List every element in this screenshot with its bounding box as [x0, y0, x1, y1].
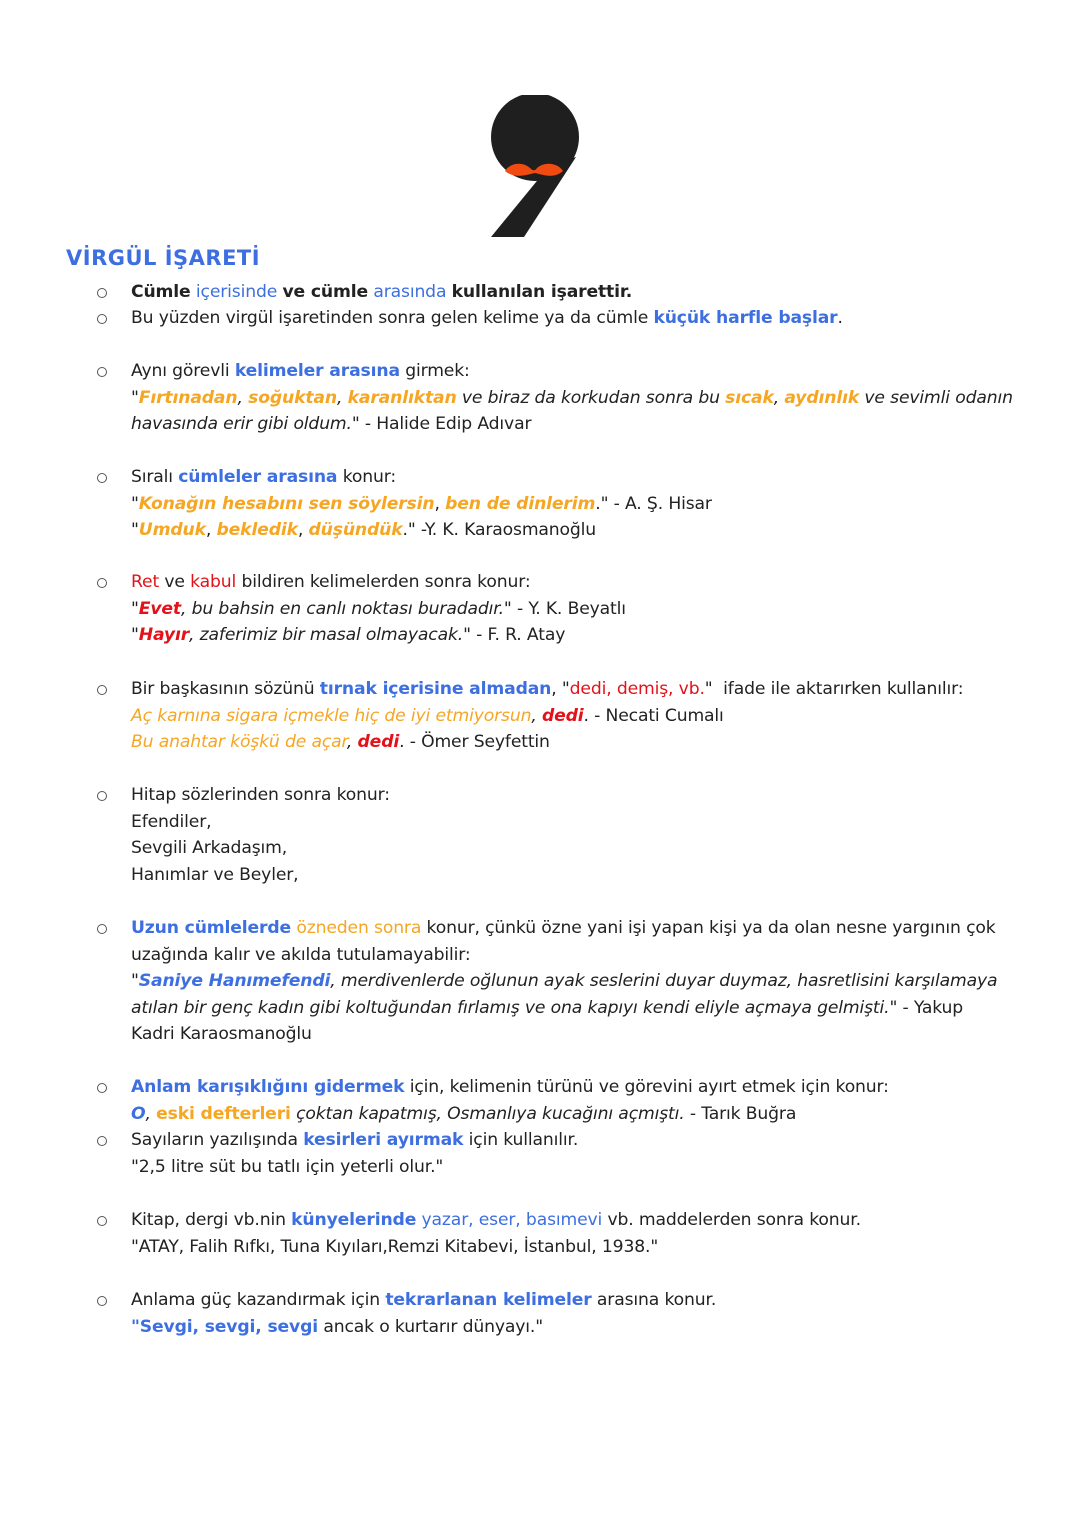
comma-logo-icon: [488, 95, 583, 240]
text-segment: " - Halide Edip Adıvar: [351, 414, 532, 434]
text-segment: ": [131, 493, 139, 514]
text-segment: ,: [205, 520, 217, 540]
highlighted-text: içerisinde: [195, 282, 278, 302]
text-segment: için kullanılır.: [463, 1130, 579, 1150]
example-line: [131, 411, 1013, 438]
highlighted-text: dedi: [357, 732, 400, 752]
text-segment: "ATAY, Falih Rıfkı, Tuna Kıyıları,Remzi Kitabevi, İstanbul, 1938.": [131, 1236, 659, 1257]
text-segment: atılan bir genç kadın gibi koltuğundan fırlamış ve ona kapıyı kendi eliyle açmaya gelmişti.: [131, 997, 890, 1018]
text-segment: Hitap sözlerinden sonra konur:: [131, 785, 390, 805]
text-segment: ,: [773, 387, 785, 408]
text-segment: .: [837, 308, 843, 328]
highlighted-text: Konağın hesabını sen söylersin: [138, 493, 435, 514]
text-segment: ,: [297, 520, 309, 540]
highlighted-text: kabul: [190, 572, 237, 592]
rule-text: [131, 1287, 716, 1314]
highlighted-text: ben de dinlerim: [445, 493, 596, 514]
highlighted-text: Uzun cümlelerde: [131, 918, 292, 938]
text-segment: , ": [551, 679, 570, 699]
rule-item: [0, 915, 1057, 1048]
rule-text: [131, 1207, 861, 1234]
example-line: [131, 596, 626, 623]
hollow-bullet-icon: [97, 791, 107, 801]
text-segment: konur, çünkü özne yani işi yapan kişi ya da olan nesne yargının çok: [421, 918, 996, 938]
highlighted-text: eski defterleri: [156, 1103, 291, 1124]
highlighted-text: kesirleri ayırmak: [303, 1130, 464, 1150]
rule-text: [131, 464, 712, 491]
example-line: [131, 385, 1013, 412]
text-segment: . - Ömer Seyfettin: [399, 732, 550, 752]
text-segment: için, kelimenin türünü ve görevini ayırt etmek için konur:: [404, 1077, 889, 1097]
text-segment: ": [131, 598, 139, 619]
text-segment: Bir başkasının sözünü: [131, 679, 320, 699]
highlighted-text: Ret: [131, 572, 160, 592]
text-segment: ": [131, 520, 139, 540]
highlighted-text: Anlam karışıklığını gidermek: [131, 1077, 405, 1097]
text-segment: bildiren kelimelerden sonra konur:: [236, 572, 531, 592]
rule-item: [0, 1127, 638, 1180]
text-segment: , zaferimiz bir masal olmayacak.: [189, 625, 464, 645]
text-segment: kullanılan işarettir.: [451, 282, 633, 302]
text-segment: Sayıların yazılışında: [131, 1130, 304, 1150]
text-segment: "2,5 litre süt bu tatlı için yeterli olur.": [131, 1156, 444, 1177]
text-segment: Efendiler,: [131, 811, 212, 832]
highlighted-text: yazar, eser, basımevi: [421, 1210, 603, 1230]
rule-item: [0, 676, 1023, 756]
highlighted-text: Bu anahtar köşkü de açar: [131, 732, 347, 752]
example-line: [131, 729, 963, 756]
example-line: [131, 835, 390, 862]
highlighted-text: tekrarlanan kelimeler: [385, 1290, 592, 1310]
rule-text: [131, 676, 963, 703]
rule-item: [0, 782, 450, 888]
example-line: [131, 517, 712, 544]
text-segment: . - Necati Cumalı: [583, 705, 724, 726]
text-segment: ve cümle: [282, 282, 368, 302]
example-line: [131, 622, 626, 649]
text-segment: ": [131, 387, 139, 408]
example-line: [131, 1021, 997, 1048]
highlighted-text: O: [131, 1103, 146, 1124]
highlighted-text: Umduk: [138, 520, 206, 540]
rule-text: [131, 569, 626, 596]
highlighted-text: "Sevgi, sevgi, sevgi: [131, 1316, 318, 1337]
text-segment: ." - A. Ş. Hisar: [595, 493, 712, 514]
text-segment: uzağında kalır ve akılda tutulamayabilir:: [131, 944, 471, 965]
example-line: [131, 1154, 578, 1181]
text-segment: " - Yakup: [889, 997, 964, 1018]
text-segment: havasında erir gibi oldum.: [131, 414, 352, 434]
text-segment: Kitap, dergi vb.nin: [131, 1210, 292, 1230]
text-segment: , merdivenlerde oğlunun ayak seslerini duyar duymaz, hasretlisini karşılamaya: [330, 971, 998, 991]
rule-text: [131, 358, 1013, 385]
hollow-bullet-icon: [97, 685, 107, 695]
text-segment: ." -Y. K. Karaosmanoğlu: [402, 520, 597, 540]
rule-text: [131, 782, 390, 809]
highlighted-text: dedi: [541, 705, 584, 726]
highlighted-text: özneden sonra: [296, 918, 422, 938]
example-line: [131, 968, 997, 995]
text-segment: arasına konur.: [591, 1290, 717, 1310]
text-segment: " ifade ile aktarırken kullanılır:: [704, 679, 964, 699]
hollow-bullet-icon: [97, 1296, 107, 1306]
text-segment: " - F. R. Atay: [463, 625, 566, 645]
text-segment: ,: [346, 732, 358, 752]
text-segment: Bu yüzden virgül işaretinden sonra gelen kelime ya da cümle: [131, 308, 654, 328]
text-segment: ve: [159, 572, 191, 592]
highlighted-text: sıcak: [725, 387, 774, 408]
page-title: VİRGÜL İŞARETİ: [66, 246, 261, 270]
text-segment: ve sevimli odanın: [859, 387, 1013, 408]
text-segment: çoktan kapatmış, Osmanlıya kucağını açmıştı.: [290, 1103, 685, 1124]
hollow-bullet-icon: [97, 578, 107, 588]
hollow-bullet-icon: [97, 1083, 107, 1093]
highlighted-text: Fırtınadan: [138, 387, 238, 408]
example-line: [131, 1101, 889, 1128]
comma-with-mustache-icon: [488, 95, 583, 240]
example-line: [131, 703, 963, 730]
text-segment: Hanımlar ve Beyler,: [131, 864, 299, 885]
highlighted-text: küçük harfle başlar: [653, 308, 838, 328]
text-segment: , bu bahsin en canlı noktası buradadır.: [180, 598, 504, 619]
example-line: [131, 1234, 861, 1261]
highlighted-text: Hayır: [138, 625, 190, 645]
highlighted-text: Evet: [138, 598, 181, 619]
text-segment: Aynı görevli: [131, 361, 235, 381]
text-segment: " - Y. K. Beyatlı: [503, 598, 626, 619]
text-segment: - Tarık Buğra: [684, 1103, 797, 1124]
example-line: [131, 809, 390, 836]
rule-item: [0, 1074, 949, 1127]
hollow-bullet-icon: [97, 367, 107, 377]
example-line: [131, 1314, 716, 1341]
text-segment: Kadri Karaosmanoğlu: [131, 1024, 312, 1044]
example-line: [131, 995, 997, 1022]
hollow-bullet-icon: [97, 1136, 107, 1146]
text-segment: Cümle: [131, 282, 191, 302]
rule-text: [131, 1074, 889, 1101]
rule-text: [131, 279, 632, 306]
rule-item: [0, 1207, 921, 1260]
text-segment: ,: [336, 387, 348, 408]
example-line: [131, 942, 997, 969]
rule-item: [0, 305, 903, 332]
rule-item: [0, 464, 772, 544]
highlighted-text: karanlıktan: [347, 387, 457, 408]
highlighted-text: Saniye Hanımefendi: [138, 971, 331, 991]
highlighted-text: tırnak içerisine almadan: [319, 679, 552, 699]
text-segment: vb. maddelerden sonra konur.: [602, 1210, 861, 1230]
text-segment: ": [131, 971, 139, 991]
text-segment: Anlama güç kazandırmak için: [131, 1290, 386, 1310]
highlighted-text: künyelerinde: [291, 1210, 417, 1230]
highlighted-text: düşündük: [308, 520, 403, 540]
highlighted-text: dedi, demiş, vb.: [569, 679, 705, 699]
text-segment: ancak o kurtarır dünyayı.": [318, 1316, 543, 1337]
rule-item: [0, 1287, 776, 1340]
rule-text: [131, 305, 843, 332]
text-segment: ,: [237, 387, 249, 408]
text-segment: ,: [145, 1103, 157, 1124]
hollow-bullet-icon: [97, 288, 107, 298]
example-line: [131, 862, 390, 889]
hollow-bullet-icon: [97, 314, 107, 324]
highlighted-text: kelimeler arasına: [234, 361, 400, 381]
text-segment: ,: [434, 493, 446, 514]
text-segment: ": [131, 625, 139, 645]
text-segment: ve biraz da korkudan sonra bu: [456, 387, 726, 408]
text-segment: Sıralı: [131, 467, 179, 487]
rule-text: [131, 915, 997, 942]
text-segment: ,: [531, 705, 542, 726]
highlighted-text: bekledik: [216, 520, 298, 540]
hollow-bullet-icon: [97, 924, 107, 934]
rule-item: [0, 358, 1073, 438]
text-segment: Sevgili Arkadaşım,: [131, 838, 288, 858]
hollow-bullet-icon: [97, 1216, 107, 1226]
rule-text: [131, 1127, 578, 1154]
highlighted-text: cümleler arasına: [178, 467, 338, 487]
highlighted-text: Aç karnına sigara içmekle hiç de iyi etmiyorsun: [131, 705, 532, 726]
hollow-bullet-icon: [97, 473, 107, 483]
highlighted-text: aydınlık: [784, 387, 860, 408]
example-line: [131, 491, 712, 518]
highlighted-text: soğuktan: [248, 387, 337, 408]
text-segment: konur:: [337, 467, 396, 487]
highlighted-text: arasında: [373, 282, 447, 302]
rule-item: [0, 279, 692, 306]
text-segment: girmek:: [399, 361, 470, 381]
rule-item: [0, 569, 686, 649]
